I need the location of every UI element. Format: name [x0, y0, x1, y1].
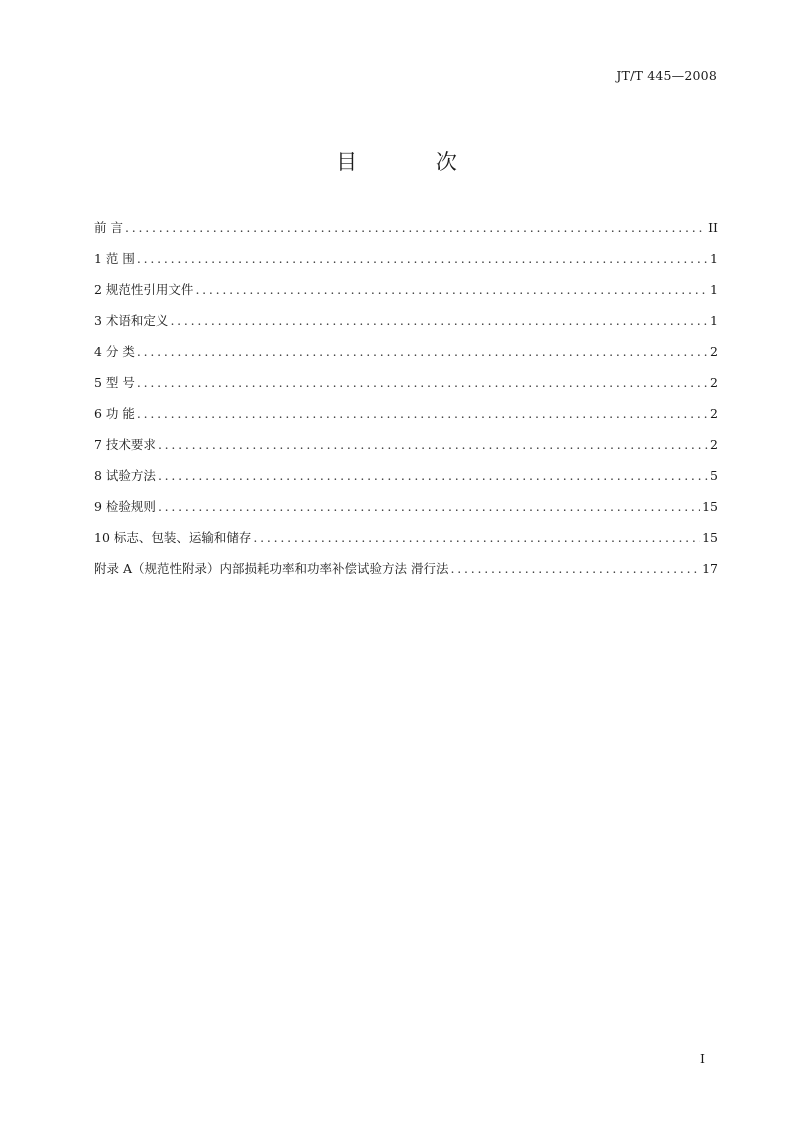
toc-dot-leader	[137, 251, 708, 266]
toc-entry-page: 1	[710, 313, 718, 328]
toc-entry-label: 10 标志、包装、运输和储存	[94, 530, 252, 545]
toc-entry-terms-definitions[interactable]	[94, 311, 718, 342]
standard-code: JT/T 445—2008	[616, 68, 717, 83]
toc-dot-leader	[450, 561, 700, 576]
toc-entry-test-methods[interactable]	[94, 466, 718, 497]
toc-dot-leader	[158, 499, 700, 514]
toc-entry-label: 附录 A（规范性附录）内部损耗功率和功率补偿试验方法 滑行法	[94, 561, 449, 576]
toc-dot-leader	[125, 220, 706, 235]
toc-entry-page: 15	[702, 499, 718, 514]
toc-entry-label: 5 型 号	[94, 375, 135, 390]
toc-entry-page: 2	[710, 437, 718, 452]
toc-entry-page: 2	[710, 344, 718, 359]
toc-entry-label: 9 检验规则	[94, 499, 156, 514]
toc-entry-annex-a[interactable]	[94, 559, 718, 590]
toc-entry-page: 1	[710, 282, 718, 297]
toc-entry-label: 6 功 能	[94, 406, 135, 421]
toc-dot-leader	[158, 437, 708, 452]
toc-entry-label: 1 范 围	[94, 251, 135, 266]
toc-entry-foreword[interactable]	[94, 218, 718, 249]
toc-dot-leader	[158, 468, 708, 483]
toc-entry-model[interactable]	[94, 373, 718, 404]
toc-dot-leader	[195, 282, 708, 297]
table-of-contents	[94, 218, 718, 590]
toc-entry-page: 2	[710, 375, 718, 390]
page-number: I	[700, 1051, 705, 1066]
toc-entry-label: 7 技术要求	[94, 437, 156, 452]
toc-entry-label: 4 分 类	[94, 344, 135, 359]
toc-title: 目 次	[336, 150, 493, 174]
toc-entry-page: 17	[702, 561, 718, 576]
toc-dot-leader	[170, 313, 708, 328]
toc-entry-scope[interactable]	[94, 249, 718, 280]
toc-entry-technical-requirements[interactable]	[94, 435, 718, 466]
toc-dot-leader	[253, 530, 700, 545]
toc-entry-page: 15	[702, 530, 718, 545]
toc-entry-label: 2 规范性引用文件	[94, 282, 194, 297]
toc-entry-page: 1	[710, 251, 718, 266]
toc-entry-function[interactable]	[94, 404, 718, 435]
toc-entry-label: 8 试验方法	[94, 468, 156, 483]
toc-dot-leader	[137, 406, 708, 421]
toc-entry-label: 前 言	[94, 220, 123, 235]
toc-entry-page: 5	[710, 468, 718, 483]
toc-entry-page: II	[708, 220, 718, 235]
toc-dot-leader	[137, 375, 708, 390]
toc-entry-inspection-rules[interactable]	[94, 497, 718, 528]
toc-dot-leader	[137, 344, 708, 359]
toc-entry-normative-references[interactable]	[94, 280, 718, 311]
toc-entry-classification[interactable]	[94, 342, 718, 373]
toc-entry-label: 3 术语和定义	[94, 313, 169, 328]
toc-entry-page: 2	[710, 406, 718, 421]
toc-entry-marking-packaging[interactable]	[94, 528, 718, 559]
